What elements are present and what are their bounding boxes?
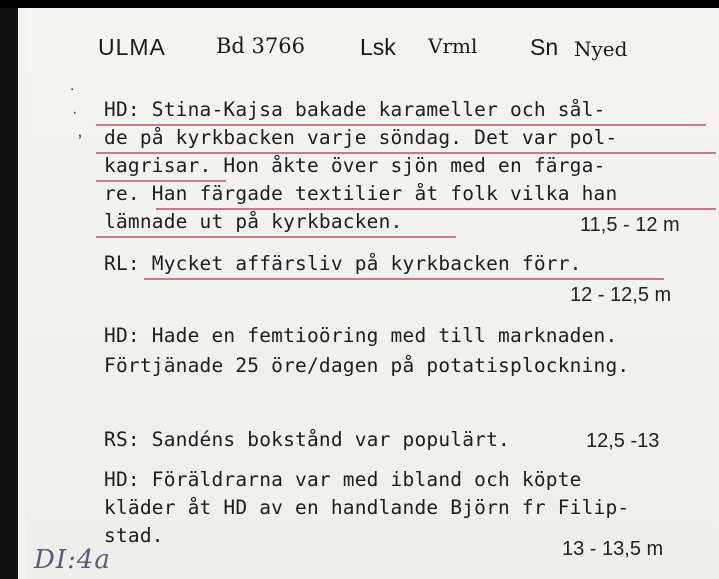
underline-mark <box>96 152 716 154</box>
entry-line: kläder åt HD av en handlande Björn fr Filip- <box>104 496 630 519</box>
card-surface <box>26 8 719 579</box>
underline-mark <box>156 208 716 210</box>
header-sn-label: Sn <box>530 34 559 60</box>
page-reference: 11,5 - 12 m <box>580 214 680 236</box>
entry-line: re. Han färgade textilier åt folk vilka han <box>104 182 618 205</box>
entry-line: stad. <box>104 524 164 547</box>
entry-line: de på kyrkbacken varje söndag. Det var pol- <box>104 126 618 149</box>
entry-line: RS: Sandéns bokstånd var populärt. <box>104 428 510 451</box>
entry-line: RL: Mycket affärsliv på kyrkbacken förr. <box>104 252 582 275</box>
dot-mark: · <box>72 104 78 121</box>
header-lsk-label: Lsk <box>360 34 396 60</box>
header-volume: Bd 3766 <box>216 34 305 58</box>
underline-mark <box>144 278 664 280</box>
archive-card <box>0 8 719 579</box>
underline-mark <box>96 124 706 126</box>
entry-line: Förtjänade 25 öre/dagen på potatisplockning. <box>104 354 630 377</box>
entry-line: kagrisar. Hon åkte över sjön med en färga- <box>104 154 606 177</box>
handwritten-signature: DI:4a <box>34 545 111 575</box>
entry-line: HD: Stina-Kajsa bakade karameller och sål- <box>104 98 606 121</box>
header-archive: ULMA <box>98 34 166 60</box>
underline-mark <box>96 180 226 182</box>
underline-mark <box>96 236 456 238</box>
page-reference: 12,5 -13 <box>586 430 660 452</box>
entry-line: HD: Hade en femtioöring med till marknaden. <box>104 324 618 347</box>
entry-line: HD: Föräldrarna var med ibland och köpte <box>104 468 582 491</box>
page-reference: 13 - 13,5 m <box>562 538 664 560</box>
header-province: Vrml <box>428 34 478 58</box>
header-parish: Nyed <box>574 37 628 61</box>
page-reference: 12 - 12,5 m <box>570 284 672 306</box>
tick-mark: ʼ <box>78 132 82 152</box>
dot-mark: ˙ <box>70 86 76 106</box>
entry-line: lämnade ut på kyrkbacken. <box>104 210 403 233</box>
